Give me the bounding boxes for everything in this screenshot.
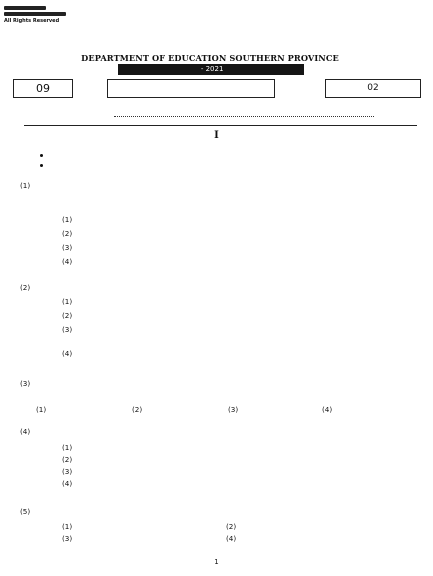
option-number: (2): [62, 229, 73, 238]
name-index-field: [24, 108, 420, 120]
question-stem-line: [36, 201, 420, 211]
answer-option[interactable]: [62, 243, 420, 253]
exam-year: - 2021: [200, 65, 224, 73]
answer-options-row: [36, 534, 420, 546]
question-number: (2): [20, 283, 31, 292]
answer-option[interactable]: [62, 522, 72, 532]
option-number: (2): [132, 405, 143, 414]
answer-options-row: [36, 522, 420, 534]
exam-info-row: [13, 79, 420, 98]
question-number: (4): [20, 427, 31, 436]
answer-options-row: [36, 405, 420, 417]
seal-line: [4, 12, 66, 16]
question-3: [20, 379, 420, 417]
instructions-list: [40, 150, 410, 170]
time-box: [325, 79, 421, 98]
answer-option[interactable]: [36, 405, 46, 415]
option-number: (3): [62, 534, 73, 543]
instruction-item: [40, 150, 410, 160]
option-number: (3): [62, 243, 73, 252]
exam-title-banner: [118, 64, 304, 75]
time-value: 02: [367, 83, 379, 93]
answer-option[interactable]: [62, 229, 420, 239]
section-heading: [0, 130, 433, 142]
option-number: (4): [62, 479, 73, 488]
answer-option[interactable]: [62, 479, 420, 489]
question-stem: [36, 379, 420, 399]
option-number: (3): [62, 325, 73, 334]
answer-option[interactable]: [62, 311, 420, 321]
name-field-dotted-line[interactable]: [114, 116, 374, 117]
page-number: 1: [214, 558, 219, 566]
option-number: (4): [322, 405, 333, 414]
option-number: (1): [62, 522, 73, 531]
answer-option[interactable]: [226, 534, 236, 544]
answer-option[interactable]: [132, 405, 142, 415]
answer-option[interactable]: [62, 349, 420, 359]
answer-option[interactable]: [62, 467, 420, 477]
instruction-item: [40, 160, 410, 170]
answer-option[interactable]: [62, 257, 420, 267]
question-1: [20, 181, 420, 267]
answer-option[interactable]: [62, 297, 420, 307]
question-stem: [36, 181, 420, 211]
answer-option[interactable]: [62, 534, 72, 544]
option-number: (2): [62, 455, 73, 464]
question-stem-line: [36, 379, 420, 389]
question-stem: [36, 507, 420, 517]
question-stem-line: [36, 191, 420, 201]
answer-option[interactable]: [62, 325, 420, 345]
question-number: (5): [20, 507, 31, 516]
answer-option[interactable]: [62, 443, 420, 453]
section-numeral: I: [214, 130, 219, 141]
question-stem-line: [36, 507, 420, 517]
answer-option[interactable]: [226, 522, 236, 532]
option-number: (1): [62, 443, 73, 452]
option-number: (1): [62, 297, 73, 306]
subject-box: [107, 79, 275, 98]
question-number: (3): [20, 379, 31, 388]
answer-option[interactable]: [322, 405, 332, 415]
question-2: [20, 283, 420, 359]
answer-option[interactable]: [62, 215, 420, 225]
question-stem-line: [36, 427, 420, 437]
department-name-english: DEPARTMENT OF EDUCATION SOUTHERN PROVINCE: [81, 53, 339, 63]
option-number: (1): [62, 215, 73, 224]
option-number: (4): [62, 349, 73, 358]
option-number: (4): [62, 257, 73, 266]
option-number: (4): [226, 534, 237, 543]
option-number: (3): [62, 467, 73, 476]
question-4: [20, 427, 420, 489]
question-stem: [36, 283, 420, 293]
header-divider: [24, 125, 417, 126]
answer-option[interactable]: [228, 405, 238, 415]
question-number: (1): [20, 181, 31, 190]
option-number: (3): [228, 405, 239, 414]
copyright-seal: [4, 4, 68, 34]
grade-box: [13, 79, 73, 98]
option-number: (1): [36, 405, 47, 414]
question-stem-line: [36, 181, 420, 191]
seal-line: [4, 6, 46, 10]
question-stem-line: [36, 389, 420, 399]
question-5: [20, 507, 420, 546]
grade-number: 09: [36, 82, 50, 95]
question-stem: [36, 427, 420, 437]
option-number: (2): [226, 522, 237, 531]
question-stem-line: [36, 283, 420, 293]
answer-option[interactable]: [62, 455, 420, 465]
department-name-sinhala: [60, 44, 360, 53]
rights-reserved-label: All Rights Reserved: [4, 18, 60, 24]
option-number: (2): [62, 311, 73, 320]
